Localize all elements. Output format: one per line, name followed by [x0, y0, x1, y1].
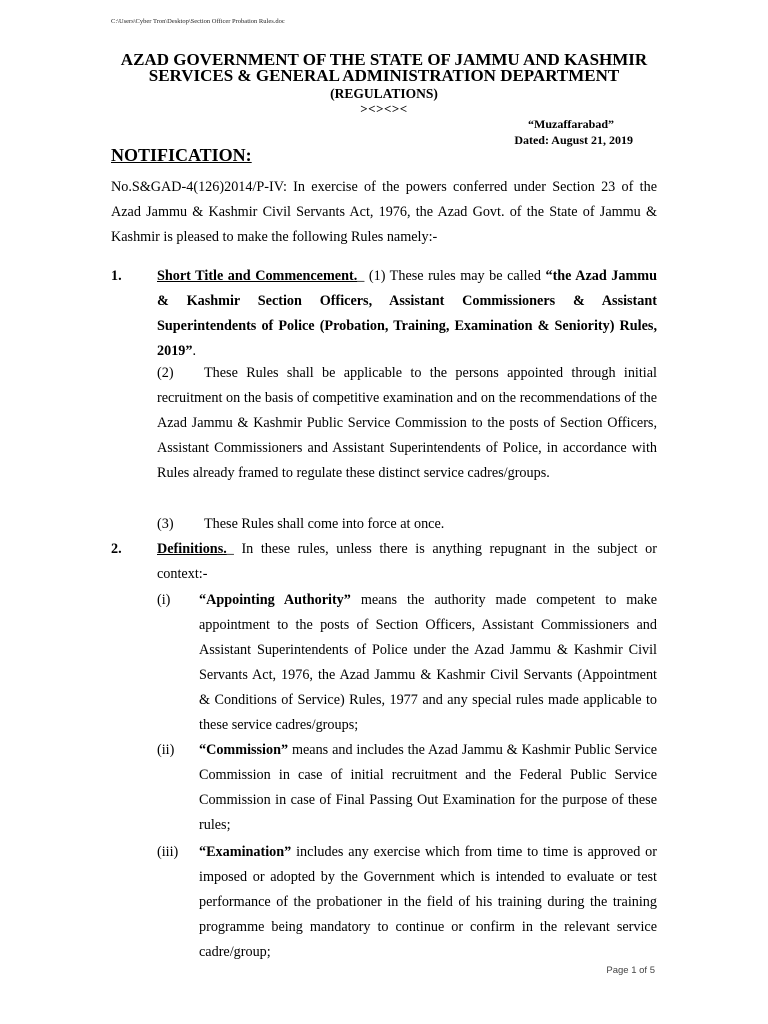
section-2-number: 2.: [111, 541, 122, 557]
definition-3-number: (iii): [157, 844, 179, 860]
section-2-intro: In these rules, unless there is anything repugnant in the subject or context:-: [157, 541, 657, 582]
notification-heading: NOTIFICATION:: [111, 145, 252, 165]
section-1-clause-1-end: .: [192, 343, 197, 359]
section-2-heading-dash: _: [226, 541, 234, 557]
section-2-heading: Definitions.: [157, 541, 227, 557]
definition-3-text: includes any exercise which from time to time is approved or imposed or adopted by the Government which is intended to evaluate or test performance of the probationer in the field of his training during the training programme being mandatory to continue or confirm in the relevant service cadre/group;: [199, 844, 657, 960]
definition-3-term: “Examination”: [199, 844, 292, 860]
definition-1-term: “Appointing Authority”: [199, 592, 351, 608]
header-ornament: ><><><: [360, 101, 408, 116]
section-1-heading: Short Title and Commencement.: [157, 268, 358, 284]
definition-3: [199, 840, 657, 965]
intro-paragraph: No.S&GAD-4(126)2014/P-IV: In exercise of the powers conferred under Section 23 of the Azad Jammu & Kashmir Civil Servants Act, 1976, the Azad Govt. of the State of Jammu & Kashmir is pleased to make the following Rules namely:-: [111, 179, 657, 245]
definition-2-term: “Commission”: [199, 742, 289, 758]
section-1-number: 1.: [111, 268, 122, 284]
definition-1-text: means the authority made competent to make appointment to the posts of Section Officers, Assistant Commissioners and Assistant Superintendents of Police under the Azad Jammu & Kashmir Civil Servants Act, 1976, the Azad Jammu & Kashmir Civil Servants (Appointment & Conditions of Service) Rules, 1977 and any special rules made applicable to these service cadres/groups;: [199, 592, 657, 733]
section-1-clause-2-number: (2): [157, 365, 174, 381]
page-number: Page 1 of 5: [606, 965, 655, 976]
section-1-clause-3-number: (3): [157, 516, 174, 532]
section-2-paragraph: [157, 537, 657, 587]
section-1-clause-3-text: These Rules shall come into force at once.: [204, 516, 445, 532]
definition-2-text: means and includes the Azad Jammu & Kashmir Public Service Commission in case of initial recruitment and the Federal Public Service Commission in case of Final Passing Out Examination for the purpose of these rules;: [199, 742, 657, 833]
regulations-subtitle: (REGULATIONS): [330, 86, 438, 101]
department-title: SERVICES & GENERAL ADMINISTRATION DEPARTMENT: [148, 66, 620, 85]
section-1-clause-2-text: These Rules shall be applicable to the persons appointed through initial recruitment on the basis of competitive examination and on the recommendations of the Azad Jammu & Kashmir Public Service Commission to the posts of Section Officers, Assistant Commissioners and Assistant Superintendents of Police, in accordance with Rules already framed to regulate these distinct service cadres/groups.: [157, 365, 657, 481]
section-1-heading-dash: _: [357, 268, 365, 284]
definition-1: [199, 588, 657, 738]
date-line: Dated: August 21, 2019: [514, 133, 633, 147]
place-name: “Muzaffarabad”: [528, 117, 614, 131]
definition-1-number: (i): [157, 592, 171, 608]
section-1-paragraph: [157, 264, 657, 364]
file-path: C:\Users\Cyber Tron\Desktop\Section Officer Probation Rules.doc: [111, 18, 285, 25]
definition-2-number: (ii): [157, 742, 175, 758]
government-title: AZAD GOVERNMENT OF THE STATE OF JAMMU AND KASHMIR: [120, 50, 648, 69]
definition-2: [199, 738, 657, 838]
section-1-clause-1-text: (1) These rules may be called: [364, 268, 546, 284]
rules-title: “the Azad Jammu & Kashmir Section Officers, Assistant Commissioners & Assistant Superintendents of Police (Probation, Training, Examination & Seniority) Rules, 2019”: [157, 268, 657, 359]
